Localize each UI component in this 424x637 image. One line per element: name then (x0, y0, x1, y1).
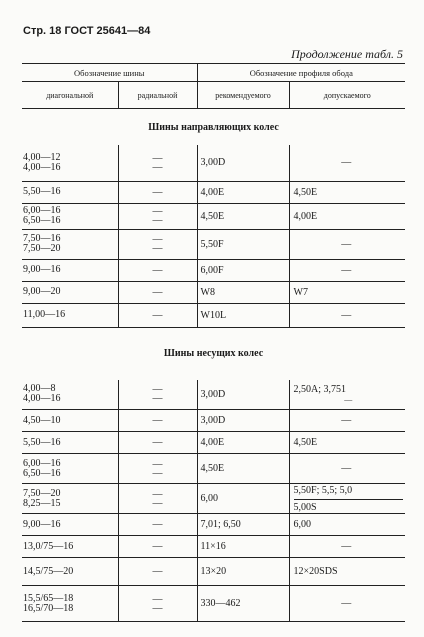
recommended-rim-cell: 4,50E (197, 203, 289, 229)
diagonal-tire-value: 5,50—16 (23, 436, 61, 448)
permitted-rim-value: — (341, 463, 352, 474)
recommended-rim-cell: 4,50E (197, 454, 289, 484)
radial-tire-cell (118, 203, 197, 229)
permitted-rim-value: — (341, 415, 352, 426)
diagonal-tire-cell (22, 558, 118, 586)
section-heading-row (22, 327, 405, 380)
diagonal-tire-value: 4,00—12 (23, 151, 61, 163)
diagonal-tire-cell (22, 586, 118, 622)
diagonal-tire-cell (22, 514, 118, 536)
permitted-rim-value: — (341, 309, 352, 321)
permitted-rim-cell (289, 259, 405, 281)
radial-tire-value: — (152, 467, 163, 479)
permitted-rim-value: 4,00E (293, 210, 318, 222)
permitted-rim-value: — (344, 395, 353, 405)
radial-tire-cell (118, 281, 197, 303)
permitted-rim-cell (289, 536, 405, 558)
radial-tire-value: — (152, 393, 163, 405)
radial-tire-cell (118, 514, 197, 536)
table-row (22, 380, 405, 410)
recommended-rim-cell: 6,00 (197, 484, 289, 514)
diagonal-tire-value: 9,00—20 (23, 286, 61, 297)
diagonal-tire-value: 9,00—16 (23, 518, 61, 530)
diagonal-tire-cell (22, 303, 118, 327)
recommended-rim-cell: 3,00D (197, 380, 289, 410)
radial-tire-value: — (152, 309, 163, 321)
radial-tire-value: — (152, 437, 163, 448)
radial-tire-value: — (152, 186, 163, 198)
table-row (22, 203, 405, 229)
page-header: Стр. 18 ГОСТ 25641—84 (23, 25, 151, 37)
recommended-rim-cell: 6,00F (197, 259, 289, 281)
col-diagonal: диагональной (22, 82, 118, 109)
permitted-rim-cell (289, 145, 405, 181)
radial-tire-value: — (152, 519, 163, 530)
permitted-rim-cell (289, 380, 405, 410)
radial-tire-value: — (152, 602, 163, 614)
table-row (22, 514, 405, 536)
diagonal-tire-value: 13,0/75—16 (23, 540, 74, 552)
section-title: Шины несущих колес (163, 348, 264, 359)
table-row (22, 259, 405, 281)
diagonal-tire-value: 4,00—16 (23, 161, 61, 173)
permitted-rim-cell (289, 410, 405, 432)
radial-tire-value: — (152, 264, 163, 276)
radial-tire-value: — (152, 234, 163, 245)
permitted-rim-value: 6,00 (293, 519, 312, 530)
recommended-rim-cell: 3,00D (197, 145, 289, 181)
diagonal-tire-value: 4,00—8 (23, 383, 56, 395)
radial-tire-cell (118, 181, 197, 203)
table-row (22, 454, 405, 484)
radial-tire-value: — (152, 415, 163, 426)
radial-tire-cell (118, 380, 197, 410)
recommended-rim-cell: 3,00D (197, 410, 289, 432)
diagonal-tire-value: 6,50—16 (23, 215, 61, 226)
permitted-rim-cell (289, 229, 405, 259)
recommended-rim-cell: 13×20 (197, 558, 289, 586)
recommended-rim-cell: W10L (197, 303, 289, 327)
radial-tire-value: — (152, 243, 163, 254)
permitted-rim-value: — (341, 264, 352, 276)
radial-tire-cell (118, 303, 197, 327)
radial-tire-cell (118, 558, 197, 586)
radial-tire-cell (118, 410, 197, 432)
permitted-rim-value: 5,50F; 5,5; 5,0 (293, 484, 353, 496)
diagonal-tire-value: 15,5/65—18 (23, 592, 74, 604)
recommended-rim-cell: 7,01; 6,50 (197, 514, 289, 536)
diagonal-tire-value: 5,50—16 (23, 186, 61, 197)
diagonal-tire-cell (22, 281, 118, 303)
permitted-rim-value: 4,50E (293, 186, 318, 198)
radial-tire-cell (118, 145, 197, 181)
diagonal-tire-value: 14,5/75—20 (23, 565, 74, 577)
rim-table (22, 63, 405, 622)
continuation-note: Продолжение табл. 5 (291, 47, 403, 61)
radial-tire-cell (118, 586, 197, 622)
permitted-rim-value: 2,50A; 3,751 (293, 384, 347, 396)
permitted-rim-value: — (341, 598, 352, 609)
diagonal-tire-value: 8,25—15 (23, 497, 61, 509)
radial-tire-value: — (152, 206, 163, 217)
diagonal-tire-value: 7,50—20 (23, 243, 61, 254)
col-group-tire: Обозначение шины (22, 64, 197, 82)
permitted-rim-value: W7 (293, 286, 308, 298)
recommended-rim-cell: 4,00E (197, 181, 289, 203)
permitted-rim-value: 12×20SDS (293, 566, 338, 577)
recommended-rim-cell: W8 (197, 281, 289, 303)
permitted-rim-cell (289, 514, 405, 536)
table-row (22, 484, 405, 514)
diagonal-tire-cell (22, 145, 118, 181)
recommended-rim-cell: 5,50F (197, 229, 289, 259)
diagonal-tire-cell (22, 181, 118, 203)
table-row (22, 586, 405, 622)
diagonal-tire-value: 6,00—16 (23, 205, 61, 216)
diagonal-tire-cell (22, 410, 118, 432)
permitted-rim-cell (289, 203, 405, 229)
table-row (22, 145, 405, 181)
radial-tire-value: — (152, 488, 163, 500)
diagonal-tire-value: 7,50—20 (23, 487, 61, 499)
diagonal-tire-cell (22, 229, 118, 259)
diagonal-tire-value: 7,50—16 (23, 233, 61, 244)
col-recommended: рекомендуемого (197, 82, 289, 109)
table-row (22, 281, 405, 303)
radial-tire-value: — (152, 152, 163, 164)
diagonal-tire-value: 16,5/70—18 (23, 602, 74, 614)
permitted-rim-cell (289, 281, 405, 303)
table-row (22, 536, 405, 558)
permitted-rim-cell (289, 432, 405, 454)
table-row (22, 558, 405, 586)
radial-tire-value: — (152, 593, 163, 605)
col-permitted: допускаемого (289, 82, 405, 109)
radial-tire-value: — (152, 161, 163, 173)
permitted-rim-cell (289, 454, 405, 484)
radial-tire-value: — (152, 384, 163, 396)
permitted-rim-cell (289, 586, 405, 622)
diagonal-tire-value: 6,50—16 (23, 467, 61, 479)
diagonal-tire-cell (22, 203, 118, 229)
radial-tire-value: — (152, 497, 163, 509)
diagonal-tire-value: 9,00—16 (23, 264, 61, 275)
diagonal-tire-cell (22, 454, 118, 484)
diagonal-tire-cell (22, 380, 118, 410)
permitted-rim-value: 5,00S (294, 499, 404, 513)
radial-tire-value: — (152, 215, 163, 226)
radial-tire-value: — (152, 541, 163, 552)
table-row (22, 410, 405, 432)
table-row (22, 229, 405, 259)
diagonal-tire-value: 4,50—10 (23, 414, 61, 426)
permitted-rim-cell (289, 303, 405, 327)
permitted-rim-value: — (341, 238, 352, 250)
radial-tire-value: — (152, 458, 163, 470)
radial-tire-cell (118, 259, 197, 281)
radial-tire-cell (118, 432, 197, 454)
col-group-rim: Обозначение профиля обода (197, 64, 405, 82)
section-title: Шины направляющих колес (148, 121, 279, 133)
col-radial: радиальной (118, 82, 197, 109)
permitted-rim-cell (289, 181, 405, 203)
table-header-row (22, 64, 405, 82)
section-heading-row (22, 109, 405, 146)
radial-tire-cell (118, 229, 197, 259)
permitted-rim-cell (289, 558, 405, 586)
recommended-rim-cell: 330—462 (197, 586, 289, 622)
table-row (22, 181, 405, 203)
diagonal-tire-value: 6,00—16 (23, 457, 61, 469)
radial-tire-value: — (152, 286, 163, 298)
diagonal-tire-cell (22, 484, 118, 514)
permitted-rim-cell (289, 484, 405, 514)
table-subheader-row (22, 82, 405, 109)
recommended-rim-cell: 11×16 (197, 536, 289, 558)
radial-tire-cell (118, 484, 197, 514)
diagonal-tire-cell (22, 259, 118, 281)
radial-tire-cell (118, 454, 197, 484)
table-row (22, 432, 405, 454)
permitted-rim-value: — (341, 541, 352, 552)
radial-tire-value: — (152, 566, 163, 577)
diagonal-tire-value: 11,00—16 (23, 309, 66, 320)
diagonal-tire-cell (22, 432, 118, 454)
permitted-rim-value: 4,50E (293, 437, 318, 448)
recommended-rim-cell: 4,00E (197, 432, 289, 454)
radial-tire-cell (118, 536, 197, 558)
table-row (22, 303, 405, 327)
diagonal-tire-cell (22, 536, 118, 558)
diagonal-tire-value: 4,00—16 (23, 393, 61, 405)
permitted-rim-value: — (341, 157, 352, 169)
